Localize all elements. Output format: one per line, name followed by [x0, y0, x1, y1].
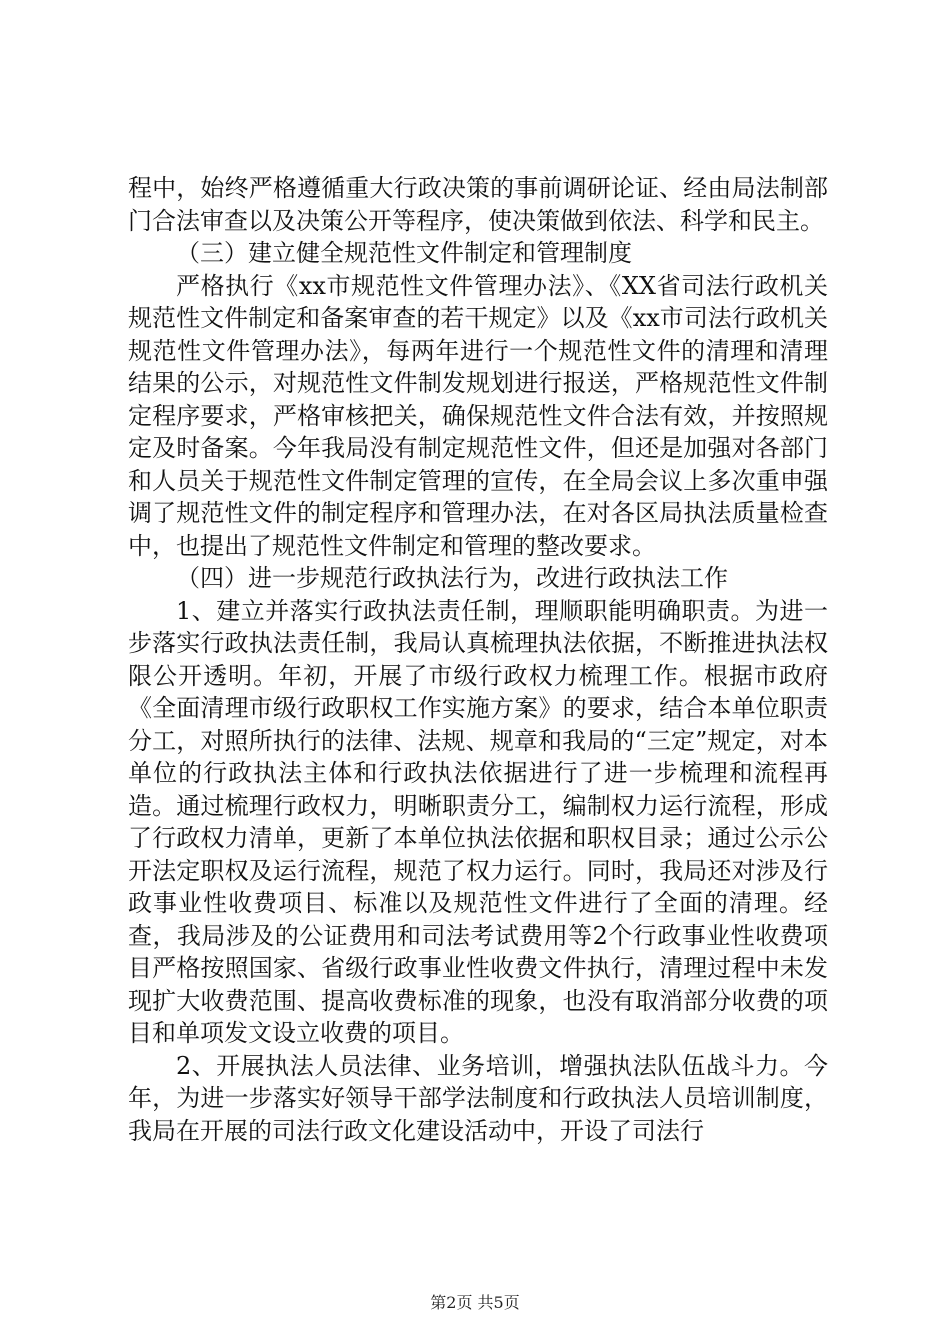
document-body [128, 172, 828, 1147]
paragraph-normative-documents: 严格执行《xx市规范性文件管理办法》、《XX省司法行政机关规范性文件制定和备案审查的若干规定》以及《xx市司法行政机关规范性文件管理办法》，每两年进行一个规范性文件的清理和清理结果的公示，对规范性文件制发规划进行报送，严格规范性文件制定程序要求，严格审核把关，确保规范性文件合法有效，并按照规定及时备案。今年我局没有制定规范性文件，但还是加强对各部门和人员关于规范性文件制定管理的宣传，在全局会议上多次重申强调了规范性文件的制定程序和管理办法，在对各区局执法质量检查中，也提出了规范性文件制定和管理的整改要求。 [128, 271, 828, 560]
page-number-footer: 第2页 共5页 [430, 1293, 520, 1312]
section-heading-normative-documents: （三）建立健全规范性文件制定和管理制度 [176, 239, 632, 267]
section-heading-law-enforcement: （四）进一步规范行政执法行为，改进行政执法工作 [176, 564, 728, 592]
paragraph-decision-procedure: 程中，始终严格遵循重大行政决策的事前调研论证、经由局法制部门合法审查以及决策公开等程序，使决策做到依法、科学和民主。 [128, 174, 828, 235]
paragraph-enforcement-responsibility: 1、建立并落实行政执法责任制，理顺职能明确职责。为进一步落实行政执法责任制，我局认真梳理执法依据，不断推进执法权限公开透明。年初，开展了市级行政权力梳理工作。根据市政府《全面清理市级行政职权工作实施方案》的要求，结合本单位职责分工，对照所执行的法律、法规、规章和我局的“三定”规定，对本单位的行政执法主体和行政执法依据进行了进一步梳理和流程再造。通过梳理行政权力，明晰职责分工，编制权力运行流程，形成了行政权力清单，更新了本单位执法依据和职权目录；通过公示公开法定职权及运行流程，规范了权力运行。同时，我局还对涉及行政事业性收费项目、标准以及规范性文件进行了全面的清理。经查，我局涉及的公证费用和司法考试费用等2个行政事业性收费项目严格按照国家、省级行政事业性收费文件执行，清理过程中未发现扩大收费范围、提高收费标准的现象，也没有取消部分收费的项目和单项发文设立收费的项目。 [128, 596, 828, 1047]
paragraph-enforcement-training: 2、开展执法人员法律、业务培训，增强执法队伍战斗力。今年，为进一步落实好领导干部学法制度和行政执法人员培训制度，我局在开展的司法行政文化建设活动中，开设了司法行 [128, 1051, 828, 1145]
